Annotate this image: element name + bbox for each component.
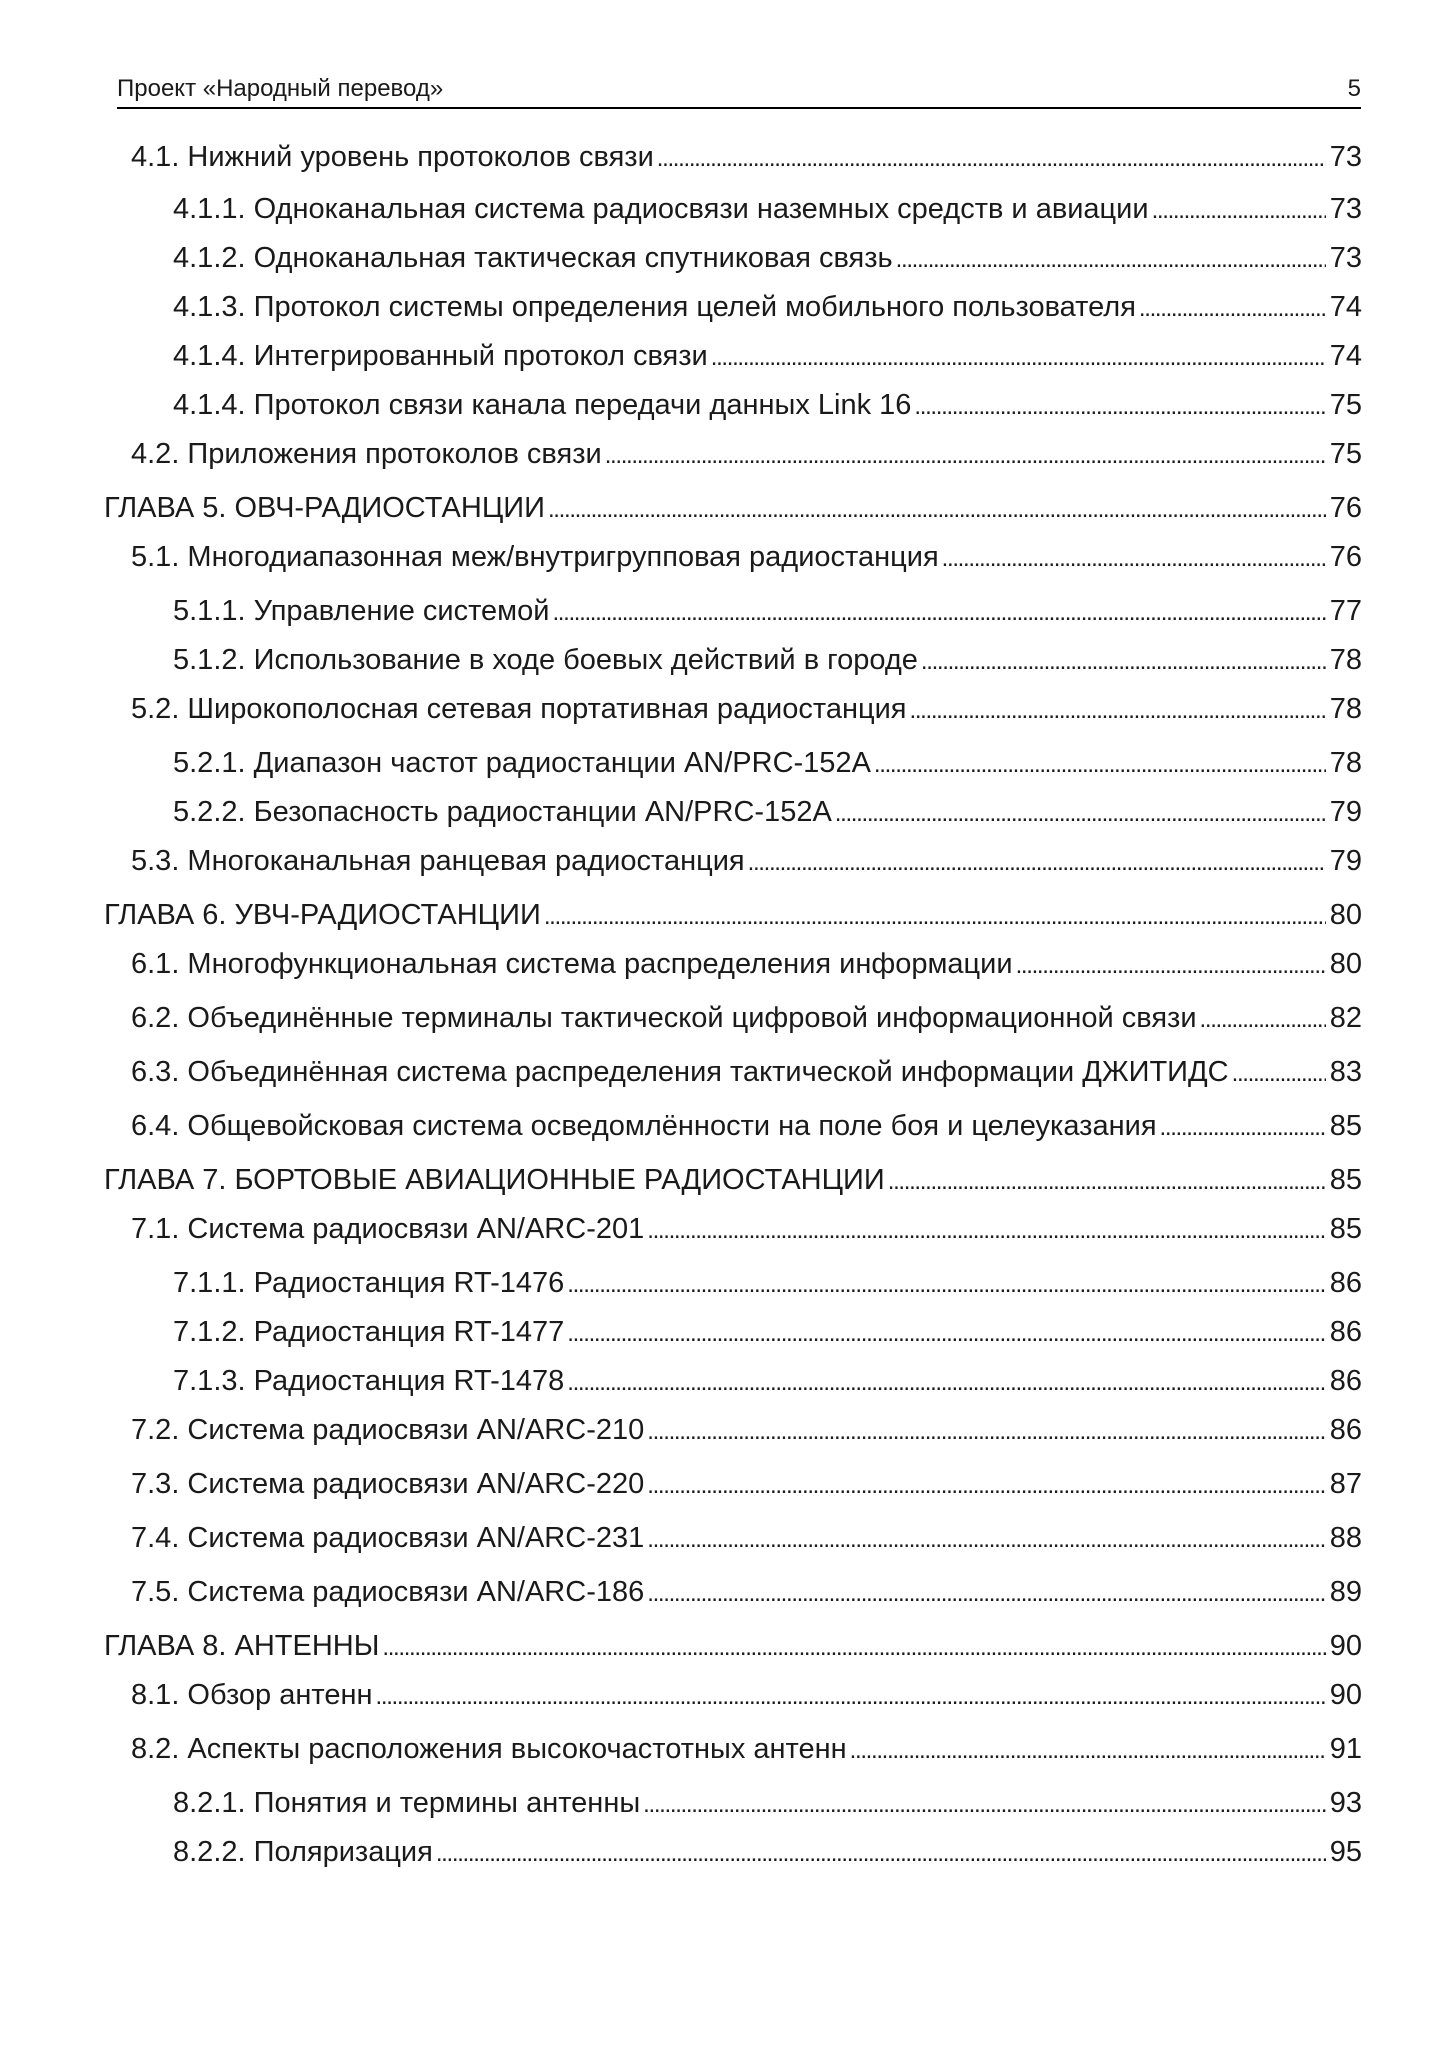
- toc-dot-leader: [548, 489, 1326, 529]
- toc-dot-leader: [1139, 288, 1326, 328]
- toc-dot-leader: [835, 793, 1326, 833]
- toc-entry[interactable]: [104, 288, 1362, 328]
- toc-entry-page: 73: [1329, 193, 1362, 225]
- toc-entry[interactable]: [104, 386, 1362, 426]
- toc-entry-title: 8.2. Аспекты расположения высокочастотных антенн: [131, 1733, 847, 1765]
- toc-entry[interactable]: [104, 793, 1362, 833]
- toc-entry-title: 4.1.4. Интегрированный протокол связи: [173, 340, 708, 372]
- toc-entry-title: 7.4. Система радиосвязи AN/ARC-231: [131, 1522, 645, 1554]
- toc-entry[interactable]: [104, 896, 1362, 936]
- toc-entry[interactable]: [104, 1411, 1362, 1451]
- toc-entry[interactable]: [104, 1362, 1362, 1402]
- toc-entry-title: 4.1.3. Протокол системы определения целей мобильного пользователя: [173, 291, 1136, 323]
- toc-entry-title: 6.3. Объединённая система распределения тактической информации ДЖИТИДС: [131, 1056, 1229, 1088]
- toc-entry-page: 91: [1329, 1733, 1362, 1765]
- toc-entry[interactable]: [104, 842, 1362, 882]
- toc-dot-leader: [888, 1161, 1326, 1201]
- toc-dot-leader: [1232, 1053, 1326, 1093]
- toc-entry-page: 86: [1329, 1365, 1362, 1397]
- toc-entry-page: 85: [1329, 1213, 1362, 1245]
- toc-entry-page: 80: [1329, 899, 1362, 931]
- toc-entry-page: 80: [1329, 948, 1362, 980]
- toc-entry-page: 78: [1329, 644, 1362, 676]
- toc-entry-title: 4.1.4. Протокол связи канала передачи данных Link 16: [173, 389, 912, 421]
- toc-entry-page: 95: [1329, 1836, 1362, 1868]
- header-title: Проект «Народный перевод»: [117, 75, 444, 102]
- toc-entry-title: 8.2.2. Поляризация: [173, 1836, 433, 1868]
- toc-entry-page: 78: [1329, 747, 1362, 779]
- toc-entry-title: 7.1.1. Радиостанция RT-1476: [173, 1267, 565, 1299]
- toc-entry[interactable]: [104, 435, 1362, 475]
- toc-entry[interactable]: [104, 538, 1362, 578]
- toc-dot-leader: [647, 1210, 1325, 1250]
- toc-entry[interactable]: [104, 1053, 1362, 1093]
- page-header: [117, 74, 1361, 109]
- toc-entry-page: 85: [1329, 1164, 1362, 1196]
- toc-dot-leader: [647, 1519, 1325, 1559]
- toc-entry-page: 76: [1329, 541, 1362, 573]
- toc-entry-page: 74: [1329, 291, 1362, 323]
- toc-entry[interactable]: [104, 1676, 1362, 1716]
- toc-entry[interactable]: [104, 138, 1362, 178]
- toc-entry-title: 6.1. Многофункциональная система распределения информации: [131, 948, 1013, 980]
- toc-entry-title: 5.1.1. Управление системой: [173, 595, 550, 627]
- header-page-number: 5: [1347, 75, 1361, 102]
- toc-entry-title: ГЛАВА 7. БОРТОВЫЕ АВИАЦИОННЫЕ РАДИОСТАНЦИИ: [104, 1164, 885, 1196]
- toc-entry-title: 5.2.1. Диапазон частот радиостанции AN/PRC-152A: [173, 747, 871, 779]
- toc-entry-page: 88: [1329, 1522, 1362, 1554]
- toc-entry-page: 78: [1329, 693, 1362, 725]
- toc-dot-leader: [544, 896, 1326, 936]
- toc-entry[interactable]: [104, 190, 1362, 230]
- toc-dot-leader: [436, 1833, 1326, 1873]
- toc-entry-page: 93: [1329, 1787, 1362, 1819]
- toc-entry[interactable]: [104, 744, 1362, 784]
- toc-dot-leader: [647, 1573, 1325, 1613]
- toc-entry[interactable]: [104, 690, 1362, 730]
- toc-entry-title: 7.1.2. Радиостанция RT-1477: [173, 1316, 565, 1348]
- toc-entry[interactable]: [104, 1465, 1362, 1505]
- toc-entry-title: ГЛАВА 5. ОВЧ-РАДИОСТАНЦИИ: [104, 492, 545, 524]
- toc-entry-title: 5.2. Широкополосная сетевая портативная радиостанция: [131, 693, 907, 725]
- toc-dot-leader: [1152, 190, 1326, 230]
- toc-dot-leader: [914, 386, 1325, 426]
- toc-entry-page: 87: [1329, 1468, 1362, 1500]
- toc-entry-page: 75: [1329, 438, 1362, 470]
- toc-entry[interactable]: [104, 1573, 1362, 1613]
- toc-entry[interactable]: [104, 489, 1362, 529]
- toc-entry-title: 6.4. Общевойсковая система осведомлённости на поле боя и целеуказания: [131, 1110, 1157, 1142]
- toc-dot-leader: [1016, 945, 1326, 985]
- toc-entry[interactable]: [104, 945, 1362, 985]
- toc-entry[interactable]: [104, 999, 1362, 1039]
- toc-dot-leader: [552, 592, 1325, 632]
- toc-entry-page: 75: [1329, 389, 1362, 421]
- toc-entry-page: 79: [1329, 796, 1362, 828]
- toc-entry[interactable]: [104, 1519, 1362, 1559]
- toc-entry[interactable]: [104, 1627, 1362, 1667]
- toc-entry-title: 8.2.1. Понятия и термины антенны: [173, 1787, 641, 1819]
- toc-entry-title: ГЛАВА 6. УВЧ-РАДИОСТАНЦИИ: [104, 899, 541, 931]
- toc-entry-page: 90: [1329, 1630, 1362, 1662]
- toc-entry-page: 86: [1329, 1316, 1362, 1348]
- toc-entry-page: 79: [1329, 845, 1362, 877]
- toc-entry-title: 5.1. Многодиапазонная меж/внутригрупповая радиостанция: [131, 541, 939, 573]
- toc-entry-title: 4.1.1. Одноканальная система радиосвязи наземных средств и авиации: [173, 193, 1149, 225]
- toc-entry[interactable]: [104, 1730, 1362, 1770]
- toc-entry[interactable]: [104, 1107, 1362, 1147]
- toc-dot-leader: [1160, 1107, 1326, 1147]
- toc-entry[interactable]: [104, 1161, 1362, 1201]
- toc-entry-title: ГЛАВА 8. АНТЕННЫ: [104, 1630, 380, 1662]
- toc-dot-leader: [647, 1411, 1325, 1451]
- toc-entry-title: 7.3. Система радиосвязи AN/ARC-220: [131, 1468, 645, 1500]
- toc-entry-title: 5.3. Многоканальная ранцевая радиостанция: [131, 845, 745, 877]
- toc-entry-title: 6.2. Объединённые терминалы тактической цифровой информационной связи: [131, 1002, 1197, 1034]
- toc-entry[interactable]: [104, 1313, 1362, 1353]
- toc-entry-page: 73: [1329, 242, 1362, 274]
- toc-entry-page: 85: [1329, 1110, 1362, 1142]
- toc-dot-leader: [921, 641, 1326, 681]
- toc-entry[interactable]: [104, 239, 1362, 279]
- toc-entry[interactable]: [104, 337, 1362, 377]
- toc-dot-leader: [896, 239, 1326, 279]
- toc-dot-leader: [942, 538, 1326, 578]
- toc-dot-leader: [850, 1730, 1326, 1770]
- toc-entry-page: 77: [1329, 595, 1362, 627]
- toc-dot-leader: [605, 435, 1326, 475]
- toc-dot-leader: [376, 1676, 1326, 1716]
- toc-dot-leader: [643, 1784, 1326, 1824]
- toc-dot-leader: [567, 1264, 1325, 1304]
- toc-dot-leader: [711, 337, 1326, 377]
- toc-entry[interactable]: [104, 1784, 1362, 1824]
- toc-entry[interactable]: [104, 592, 1362, 632]
- toc-entry-title: 4.1.2. Одноканальная тактическая спутниковая связь: [173, 242, 893, 274]
- toc-entry-page: 73: [1329, 141, 1362, 173]
- toc-dot-leader: [657, 138, 1326, 178]
- toc-entry-title: 4.1. Нижний уровень протоколов связи: [131, 141, 654, 173]
- toc-entry-title: 7.5. Система радиосвязи AN/ARC-186: [131, 1576, 645, 1608]
- toc-entry-title: 7.1.3. Радиостанция RT-1478: [173, 1365, 565, 1397]
- toc-entry-page: 90: [1329, 1679, 1362, 1711]
- toc-entry-page: 76: [1329, 492, 1362, 524]
- toc-entry-page: 74: [1329, 340, 1362, 372]
- toc-dot-leader: [567, 1362, 1325, 1402]
- toc-dot-leader: [909, 690, 1325, 730]
- toc-entry[interactable]: [104, 1210, 1362, 1250]
- toc-entry-page: 86: [1329, 1267, 1362, 1299]
- toc-entry-page: 83: [1329, 1056, 1362, 1088]
- toc-entry-page: 89: [1329, 1576, 1362, 1608]
- toc-entry-title: 7.1. Система радиосвязи AN/ARC-201: [131, 1213, 645, 1245]
- toc-dot-leader: [874, 744, 1326, 784]
- toc-entry-title: 5.1.2. Использование в ходе боевых действий в городе: [173, 644, 918, 676]
- toc-entry-page: 82: [1329, 1002, 1362, 1034]
- toc-dot-leader: [1200, 999, 1326, 1039]
- toc-dot-leader: [647, 1465, 1325, 1505]
- toc-entry-title: 4.2. Приложения протоколов связи: [131, 438, 602, 470]
- toc-dot-leader: [567, 1313, 1325, 1353]
- toc-entry[interactable]: [104, 1833, 1362, 1873]
- toc-entry-title: 8.1. Обзор антенн: [131, 1679, 373, 1711]
- toc-entry[interactable]: [104, 1264, 1362, 1304]
- toc-entry-page: 86: [1329, 1414, 1362, 1446]
- toc-dot-leader: [382, 1627, 1325, 1667]
- toc-entry-title: 7.2. Система радиосвязи AN/ARC-210: [131, 1414, 645, 1446]
- toc-entry-title: 5.2.2. Безопасность радиостанции AN/PRC-152A: [173, 796, 832, 828]
- toc-dot-leader: [748, 842, 1326, 882]
- toc-entry[interactable]: [104, 641, 1362, 681]
